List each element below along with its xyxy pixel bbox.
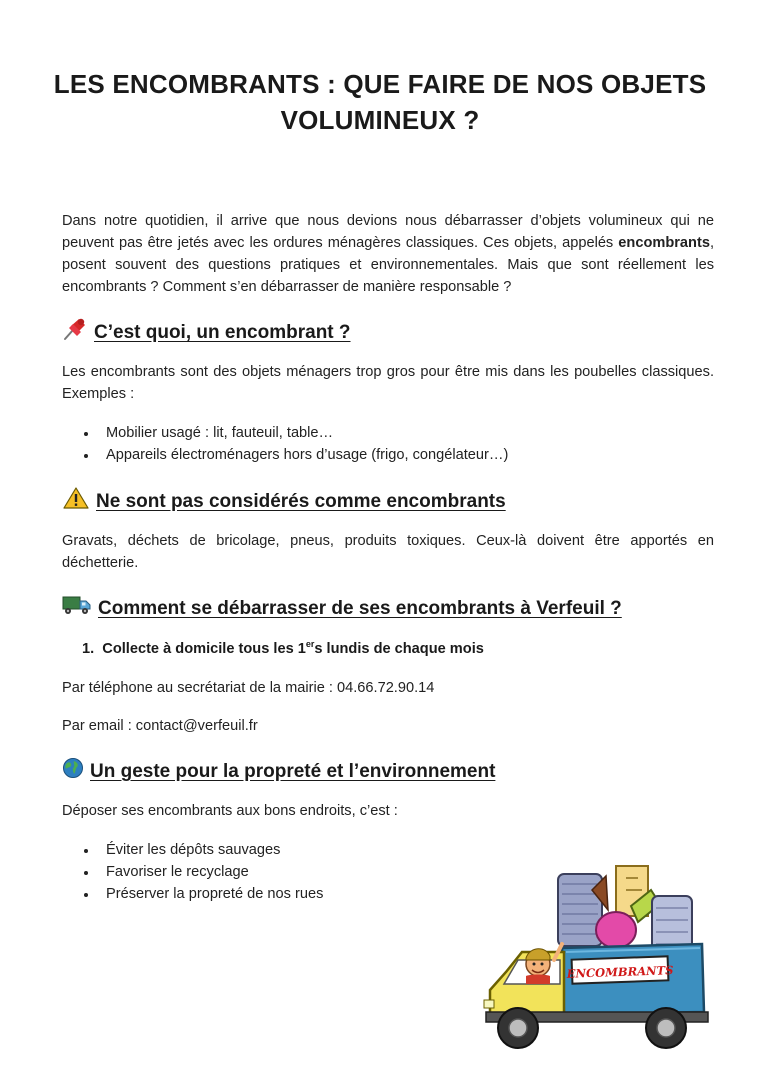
truck-load	[558, 866, 692, 952]
intro-paragraph	[62, 210, 714, 298]
phone-line: Par téléphone au secrétariat de la mairie : 04.66.72.90.14	[62, 680, 435, 696]
section-heading-environment	[62, 757, 495, 787]
section-heading-text: C’est quoi, un encombrant ?	[94, 322, 351, 343]
truck-sign: ENCOMBRANTS	[566, 963, 674, 981]
truck-icon	[62, 594, 92, 624]
email-line: Par email : contact@verfeuil.fr	[62, 718, 258, 734]
intro-text-2: , posent souvent des questions pratiques et environnementales. Mais que sont réellement les encombrants ? Comment s’en débarrasser de manière responsable ?	[62, 235, 714, 295]
numbered-item-collection	[82, 638, 484, 660]
list-item: Favoriser le recyclage	[82, 861, 323, 883]
page-title: LES ENCOMBRANTS : QUE FAIRE DE NOS OBJETS VOLUMINEUX ?	[53, 69, 707, 135]
intro-text-1: Dans notre quotidien, il arrive que nous devions nous débarrasser d’objets volumineux qui ne peuvent pas être jetés avec les ordures ménagères classiques. Ces objets, appelés	[62, 213, 714, 251]
section4-list	[82, 839, 323, 905]
section-heading-not-considered	[62, 486, 506, 518]
list-item: Appareils électroménagers hors d’usage (frigo, congélateur…)	[82, 444, 508, 466]
numbered-text-end: s lundis de chaque mois	[314, 641, 484, 657]
section-heading-how-to	[62, 594, 622, 624]
section-heading-text: Ne sont pas considérés comme encombrants	[96, 491, 506, 512]
section-heading-text: Comment se débarrasser de ses encombrants à Verfeuil ?	[98, 598, 622, 619]
list-item: Préserver la propreté de nos rues	[82, 883, 323, 905]
section-heading-what-is	[62, 317, 351, 349]
list-item: Mobilier usagé : lit, fauteuil, table…	[82, 422, 508, 444]
section2-paragraph: Gravats, déchets de bricolage, pneus, produits toxiques. Ceux-là doivent être apportés en déchetterie.	[62, 533, 714, 571]
section1-paragraph: Les encombrants sont des objets ménagers trop gros pour être mis dans les poubelles classiques. Exemples :	[62, 364, 714, 402]
section1-list	[82, 422, 508, 466]
list-item: Éviter les dépôts sauvages	[82, 839, 323, 861]
section-heading-text: Un geste pour la propreté et l’environnement	[90, 761, 496, 782]
warning-icon	[62, 486, 90, 518]
encombrants-truck-illustration	[466, 860, 722, 1060]
intro-bold-term: encombrants	[618, 235, 710, 251]
globe-icon	[62, 757, 84, 787]
ordinal-suffix: er	[305, 639, 315, 650]
section4-paragraph: Déposer ses encombrants aux bons endroits, c’est :	[62, 803, 398, 819]
pushpin-icon	[62, 317, 88, 349]
numbered-text: 1. Collecte à domicile tous les 1	[82, 641, 306, 657]
